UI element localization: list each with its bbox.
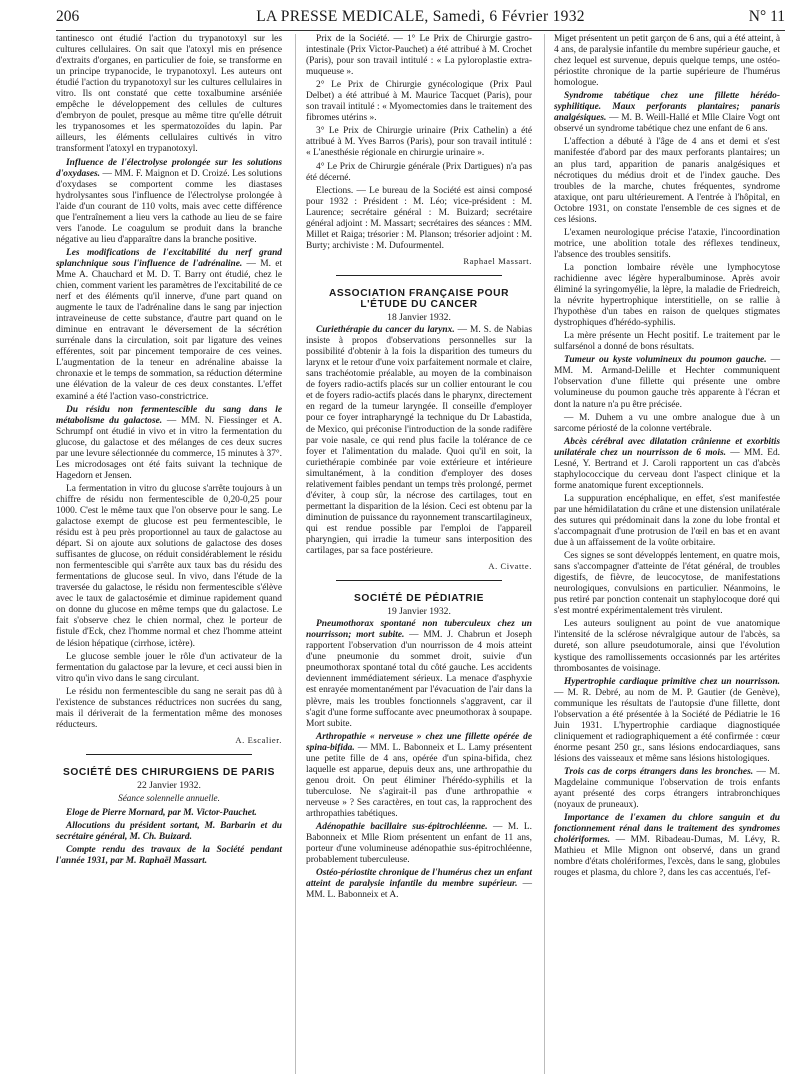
paragraph: Ces signes se sont développés lentement, en quatre mois, sans s'accompagner d'atteinte de l'état général, de troubles digestifs, de fièvre, de leucocytose, de manifestations neurologiques, convulsions en particulier. Néanmoins, le pus retiré par ponction contenait un staphylocoque doré qui s'est montré expérimentalement très virulent. xyxy=(554,551,780,617)
article-text: — MM. L. Babonneix et A. xyxy=(306,879,532,901)
section-title: SOCIÉTÉ DES CHIRURGIENS DE PARIS xyxy=(62,766,276,778)
paragraph: Miget présentent un petit garçon de 6 ans, qui a été atteint, à 4 ans, de paralysie infantile du membre supérieur gauche, et chez lequel est survenue, depuis quelque temps, une ostéo-périostite chronique de la partie supérieure de l'humérus homologue. xyxy=(554,34,780,89)
article-heading: Abcès cérébral avec dilatation crânienne et exorbitis unilatérale chez un nourrisson de 6 mois. xyxy=(554,436,780,458)
article-heading: Importance de l'examen du chlore sanguin et du fonctionnement rénal dans le traitement des syndromes cholériformes. xyxy=(554,813,780,846)
paragraph xyxy=(306,325,532,557)
section-date: 22 Janvier 1932. xyxy=(137,780,201,791)
signature: Raphael Massart. xyxy=(463,255,532,266)
paragraph: Allocutions du président sortant, M. Barbarin et du secrétaire général, M. Ch. Buizard. xyxy=(56,821,282,843)
article-heading: Tumeur ou kyste volumineux du poumon gauche. xyxy=(564,355,767,366)
newspaper-page xyxy=(20,0,785,1082)
paragraph: tantinesco ont étudié l'action du trypanotoxyl sur les cultures cellulaires. On sait que l'atoxyl mis en présence d'extraits d'organes, en particulier de foie, se transforme en un principe trypanocide, le trypanotoxyl. Les auteurs ont étudié l'action du trypanotoxyl sur les cultures cellulaires in vitro. Ils ont constaté que cette toxalbumine arséniée empêche le développement des cellules de cultures d'embryon de poulet, presque au même titre qu'elle détruit les trypanosomes et les spermatozoïdes du lapin. Par ailleurs, les éléments cellulaires cultivés in vitro transforment l'atoxyl en trypanotoxyl. xyxy=(56,34,282,155)
paragraph xyxy=(554,437,780,492)
article-heading: Syndrome tabétique chez une fillette hérédo-syphilitique. Maux perforants plantaires; panaris analgésiques. xyxy=(554,91,780,124)
paragraph xyxy=(306,619,532,729)
article-text: — M. et Mme A. Chauchard et M. D. T. Barry ont étudié, chez le chien, comment varient les paramètres de l'excitabilité de ce nerf et des éléments qu'il innerve, d'une part quand on augmente le taux de l'adrénaline dans le sang par injection intraveineuse de cette substance, d'autre part quand on le diminue en entravant le déversement de la sécrétion surrénale dans la circulation, soit par ligature des veines efférentes, soit par pincement temporaire de ces veines. L'augmentation de la teneur en adrénaline abaisse la chronaxie et le temps de sommation, sa réduction détermine une élévation de la valeur de ces deux constantes. L'effet examiné a été l'action vaso-constrictrice. xyxy=(56,258,282,402)
section-rule xyxy=(86,754,252,755)
paragraph: La mère présente un Hecht positif. Le traitement par le sulfarsénol a donné de bons résultats. xyxy=(554,331,780,353)
article-heading: Du résidu non fermentescible du sang dans le métabolisme du galactose. xyxy=(56,404,282,426)
paragraph: L'affection a débuté à l'âge de 4 ans et demi et s'est manifestée d'abord par des maux perforants plantaires; un an plus tard, apparition de panaris analgésiques et nécrotiques du médius droit et de l'index gauche. Des troubles de la marche, chutes fréquentes, syndrome ataxique, ont paru ultérieurement. A l'entrée à l'hôpital, en Octobre 1931, on constate l'ensemble de ces signes et de ces lésions. xyxy=(554,137,780,225)
column-divider xyxy=(295,34,296,1074)
article-text: — MM. N. Fiessinger et A. Schrumpf ont étudié in vivo et in vitro la fermentation du glucose, du galactose et des mélanges de ces deux sucres par une levure sélectionnée du commerce, 15 minutes à 37°. Les microdosages ont été faits suivant la technique de Hagedorn et Jensen. xyxy=(56,415,283,481)
paragraph xyxy=(554,355,780,410)
paragraph: La ponction lombaire révèle une lymphocytose rachidienne avec légère hyperalbuminose. Après avoir éliminé la syringomyélie, la lèpre, la maladie de Friedreich, la névrite hypertrophique interstitielle, on se rallie à l'hypothèse d'un tabes en raison de quelques stigmates dystrophiques d'hérédo-syphilis. xyxy=(554,262,780,329)
article-heading: Influence de l'électrolyse prolongée sur les solutions d'oxydases. xyxy=(56,157,282,179)
paragraph: 2° Le Prix de Chirurgie gynécologique (Prix Paul Delbet) a été attribué à M. Maurice Tacquet (Paris), pour son travail intitulé : « Myomectomies dans le traitement des fibromes utérins ». xyxy=(306,80,532,124)
section-date: 19 Janvier 1932. xyxy=(387,606,451,618)
article-heading: Les modifications de l'excitabilité du nerf grand splanchnique sous l'influence de l'adrénaline. xyxy=(56,247,282,269)
article-heading: Pneumothorax spontané non tuberculeux chez un nourrisson; mort subite. xyxy=(306,619,532,641)
paragraph xyxy=(56,405,282,482)
section-title: ASSOCIATION FRANÇAISE POUR L'ÉTUDE DU CANCER xyxy=(328,287,510,310)
article-text: — M. Magdelaine communique l'observation de trois enfants ayant présenté des corps étrangers intrabronchiques (noyaux de pruneaux). xyxy=(554,767,780,811)
paragraph: Prix de la Société. — 1° Le Prix de Chirurgie gastro-intestinale (Prix Victor-Pauchet) a été attribué à M. Crochet (Paris), pour son travail intitulé : « La pyloroplastie extra-muqueuse ». xyxy=(306,34,532,78)
paragraph: Le glucose semble jouer le rôle d'un activateur de la fermentation du galactose par la levure, et ceci aussi bien in vitro qu'in vivo dans le sang circulant. xyxy=(56,651,282,684)
paragraph xyxy=(554,813,780,879)
article-text: — MM. M. Armand-Delille et Hechter communiquent l'observation d'une fillette qui présente une ombre volumineuse du poumon gauche très apparente à l'écran et dont la nature n'a pu être précisée. xyxy=(554,355,780,410)
paragraph xyxy=(554,767,780,811)
paragraph xyxy=(554,677,780,765)
paragraph: Le résidu non fermentescible du sang ne serait pas dû à l'existence de substances réductrices non sucrées du sang, mais il dériverait de la fermentation même des monoses réducteurs. xyxy=(56,686,282,730)
paragraph: 3° Le Prix de Chirurgie urinaire (Prix Cathelin) a été attribué à M. Yves Barros (Paris), pour son travail intitulé : « L'anesthésie régionale en chirurgie urinaire ». xyxy=(306,126,532,159)
page-header xyxy=(56,6,785,30)
column-3 xyxy=(554,34,780,881)
paragraph: La fermentation in vitro du glucose s'arrête toujours à un chiffre de résidu non fermentescible de 0,20-0,25 pour 1000. C'est le même taux que l'on observe pour le sang. Le galactose exempt de glucose est peu fermentescible, le résidu est à peu près proportionnel au taux de galactose au départ. Si on ajoute aux solutions de galactose des doses suffisantes de glucose, on réduit considérablement le résidu non fermentescible qui s'arrête aux taux bas du résidu des fermentations de glucose seul. In vivo, dans l'étude de la traversée du galactose, le résidu non fermentescible s'élève avec le taux de galactosémie et diminue rapidement quand on donne du glucose en même temps que du galactose. Le fait s'observe chez le chien normal, chez le porteur de fistule d'Eck, chez l'homme normal et chez l'homme atteint de lésion hépatique (cirrhose, ictère). xyxy=(56,483,282,649)
paragraph xyxy=(306,868,532,901)
article-text: — MM. Ribadeau-Dumas, M. Lévy, R. Mathieu et Mlle Mignon ont observé, dans un grand nombre d'états cholériformes, l'excès, dans le sang, globules rouges et plasma, du chlore ?, dans les cas accentués, l'ef- xyxy=(554,835,780,879)
seance-label: Séance solennelle annuelle. xyxy=(118,793,220,804)
paragraph xyxy=(306,822,532,866)
article-text: — MM. Ed. Lesné, Y. Bertrand et J. Caroli rapportent un cas d'abcès staphylococcique du cerveau dont l'aspect clinique et la forme anatomique furent exceptionnels. xyxy=(554,447,780,491)
article-heading: Curiethérapie du cancer du larynx. xyxy=(316,325,455,336)
section-date: 18 Janvier 1932. xyxy=(387,312,451,324)
article-heading: Ostéo-périostite chronique de l'humérus chez un enfant atteint de paralysie infantile du membre supérieur. xyxy=(306,868,532,890)
paragraph: — M. Duhem a vu une ombre analogue due à un sarcome périosté de la colonne vertébrale. xyxy=(554,412,780,434)
article-heading: Hypertrophie cardiaque primitive chez un nourrisson. xyxy=(564,676,780,687)
article-text: — MM. J. Chabrun et Joseph rapportent l'observation d'un nourrisson de 4 mois atteint d'une pneumonie du sommet droit, suivie d'un pneumothorax spontané total du côté gauche. Les accidents deviennent immédiatement sérieux. La menace d'asphyxie est enrayée momentanément par l'évacuation de l'air dans la plèvre, mais les troubles fonctionnels s'aggravent, car il s'agit d'une forme suffocante avec pneumothorax à soupape. Mort subite. xyxy=(306,630,532,729)
paragraph: Compte rendu des travaux de la Société pendant l'année 1931, par M. Raphaël Massart. xyxy=(56,845,282,867)
issue-number: N° 11 xyxy=(748,8,785,25)
article-text: — M. B. Weill-Hallé et Mlle Claire Vogt ont observé un syndrome tabétique chez une enfant de 6 ans. xyxy=(554,113,780,135)
article-text: — MM. L. Babonneix et L. Lamy présentent une petite fille de 4 ans, opérée d'un spina-bifida, chez laquelle est apparue, depuis deux ans, une arthropathie du genou droit. On peut éliminer l'hérédo-syphilis et la tuberculose. Ne s'agirait-il pas d'une arthropathie « nerveuse » ? Ses caractères, en tout cas, la rapprochent des arthropathies tabétiques. xyxy=(306,742,532,819)
paragraph xyxy=(56,248,282,403)
paragraph: Elections. — Le bureau de la Société est ainsi composé pour 1932 : Président : M. Léo; vice-président : M. Laurence; secrétaire général : M. Buizard; secrétaire général adjoint : M. Massart; secrétaires des séances : MM. Millet et Raiga; trésorier : M. Planson; trésorier adjoint : M. Burty; archiviste : M. Dufourmentel. xyxy=(306,185,532,251)
paragraph: 4° Le Prix de Chirurgie générale (Prix Dartigues) n'a pas été décerné. xyxy=(306,161,532,183)
signature: A. Civatte. xyxy=(488,561,532,572)
paragraph: La suppuration encéphalique, en effet, s'est manifestée par une hémidilatation du crâne et une distension unilatérale des sutures qui prédominait dans la zone du lobe frontal et s'accompagnait d'une protrusion de l'œil en bas et en avant due à un affaissement de la voûte orbitaire. xyxy=(554,493,780,549)
article-text: — M. L. Babonneix et Mlle Riom présentent un enfant de 11 ans, porteur d'une volumineuse adénopathie sus-épitrochléenne, probablement tuberculeuse. xyxy=(306,822,532,866)
article-text: — MM. F. Maignon et D. Croizé. Les solutions d'oxydases se comportent comme les diastases hydrolysantes sous l'influence de l'électrolyse prolongée à l'aide d'un courant de 110 volts, mais avec cette différence que l'entraînement a lieu vers la cathode au lieu de se faire vers l'anode. Le coagulum se produit dans la branche négative au lieu d'apparaître dans la branche positive. xyxy=(56,168,282,245)
paragraph: Les auteurs soulignent au point de vue anatomique l'intensité de la sclérose névralgique autour de l'abcès, sa dureté, son allure pseudotumorale, ainsi que l'évolution kystique des ramollissements occasionnés par les artérites thrombosantes de voisinage. xyxy=(554,619,780,674)
column-divider xyxy=(544,34,545,1074)
journal-title: LA PRESSE MEDICALE, Samedi, 6 Février 1932 xyxy=(256,8,585,25)
paragraph xyxy=(56,158,282,246)
paragraph: L'examen neurologique précise l'ataxie, l'incoordination motrice, une abolition totale des réflexes tendineux, l'absence des troubles sensitifs. xyxy=(554,227,780,260)
section-title: SOCIÉTÉ DE PÉDIATRIE xyxy=(353,593,485,605)
signature: A. Escalier. xyxy=(235,734,282,745)
article-text: — M. S. de Nabias insiste à propos d'observations personnelles sur la possibilité d'obtenir à la fois la disparition des tumeurs du larynx et le retour d'une voix parfaitement normale et claire, sans trachéotomie préalable, au moyen de la combinaison de foyers radio-actifs placés sur un collier entourant le cou et de foyers radio-actifs placés dans le pharynx, directement en regard de la tumeur laryngée. Il conseille d'employer pour ce foyer intrapharyngé la technique du Dr Labastida, de Mexico, qui préconise l'introduction de la sonde radifère par voie nasale, ce qui rend plus facile la tolérance de ce foyer et l'alimentation du malade. Quoi qu'il en soit, la curiethérapie combinée par voie extérieure et intérieure simultanément, à la condition d'employer des doses relativement faibles pendant un temps très prolongé, permet d'éviter, à coup sûr, la nécrose des cartilages, tout en permettant la disparition de la lésion. Ceci est obtenu par la diminution de puissance du rayonnement transcartilagineux, qui est rendue possible par l'emploi de l'appareil pharyngien, qui irradie la tumeur sans interposition des cartilages, par sa face postérieure. xyxy=(306,325,532,557)
column-2 xyxy=(306,34,532,903)
paragraph: Eloge de Pierre Mornard, par M. Victor-Pauchet. xyxy=(66,808,257,819)
article-heading: Adénopathie bacillaire sus-épitrochléenne. xyxy=(316,822,488,833)
article-heading: Arthropathie « nerveuse » chez une fillette opérée de spina-bifida. xyxy=(306,731,532,753)
section-rule xyxy=(336,275,502,276)
article-heading: Trois cas de corps étrangers dans les bronches. xyxy=(564,767,754,777)
paragraph xyxy=(306,732,532,820)
article-text: — M. R. Debré, au nom de M. P. Gautier (de Genève), communique les résultats de l'autopsie d'une fillette, dont l'observation a été présentée à la Société de Pédiatrie le 16 Juin 1931. L'hypertrophie cardiaque diagnostiquée cliniquement et radiographiquement a été confirmée : cœur énorme pesant 250 gr., sans lésions endocardiaques, sans lésions des vaisseaux et même sans lésions histologiques. xyxy=(554,687,780,764)
column-1 xyxy=(56,34,282,869)
header-rule xyxy=(56,30,785,31)
page-number: 206 xyxy=(56,8,80,25)
section-rule xyxy=(336,580,502,581)
paragraph xyxy=(554,91,780,135)
